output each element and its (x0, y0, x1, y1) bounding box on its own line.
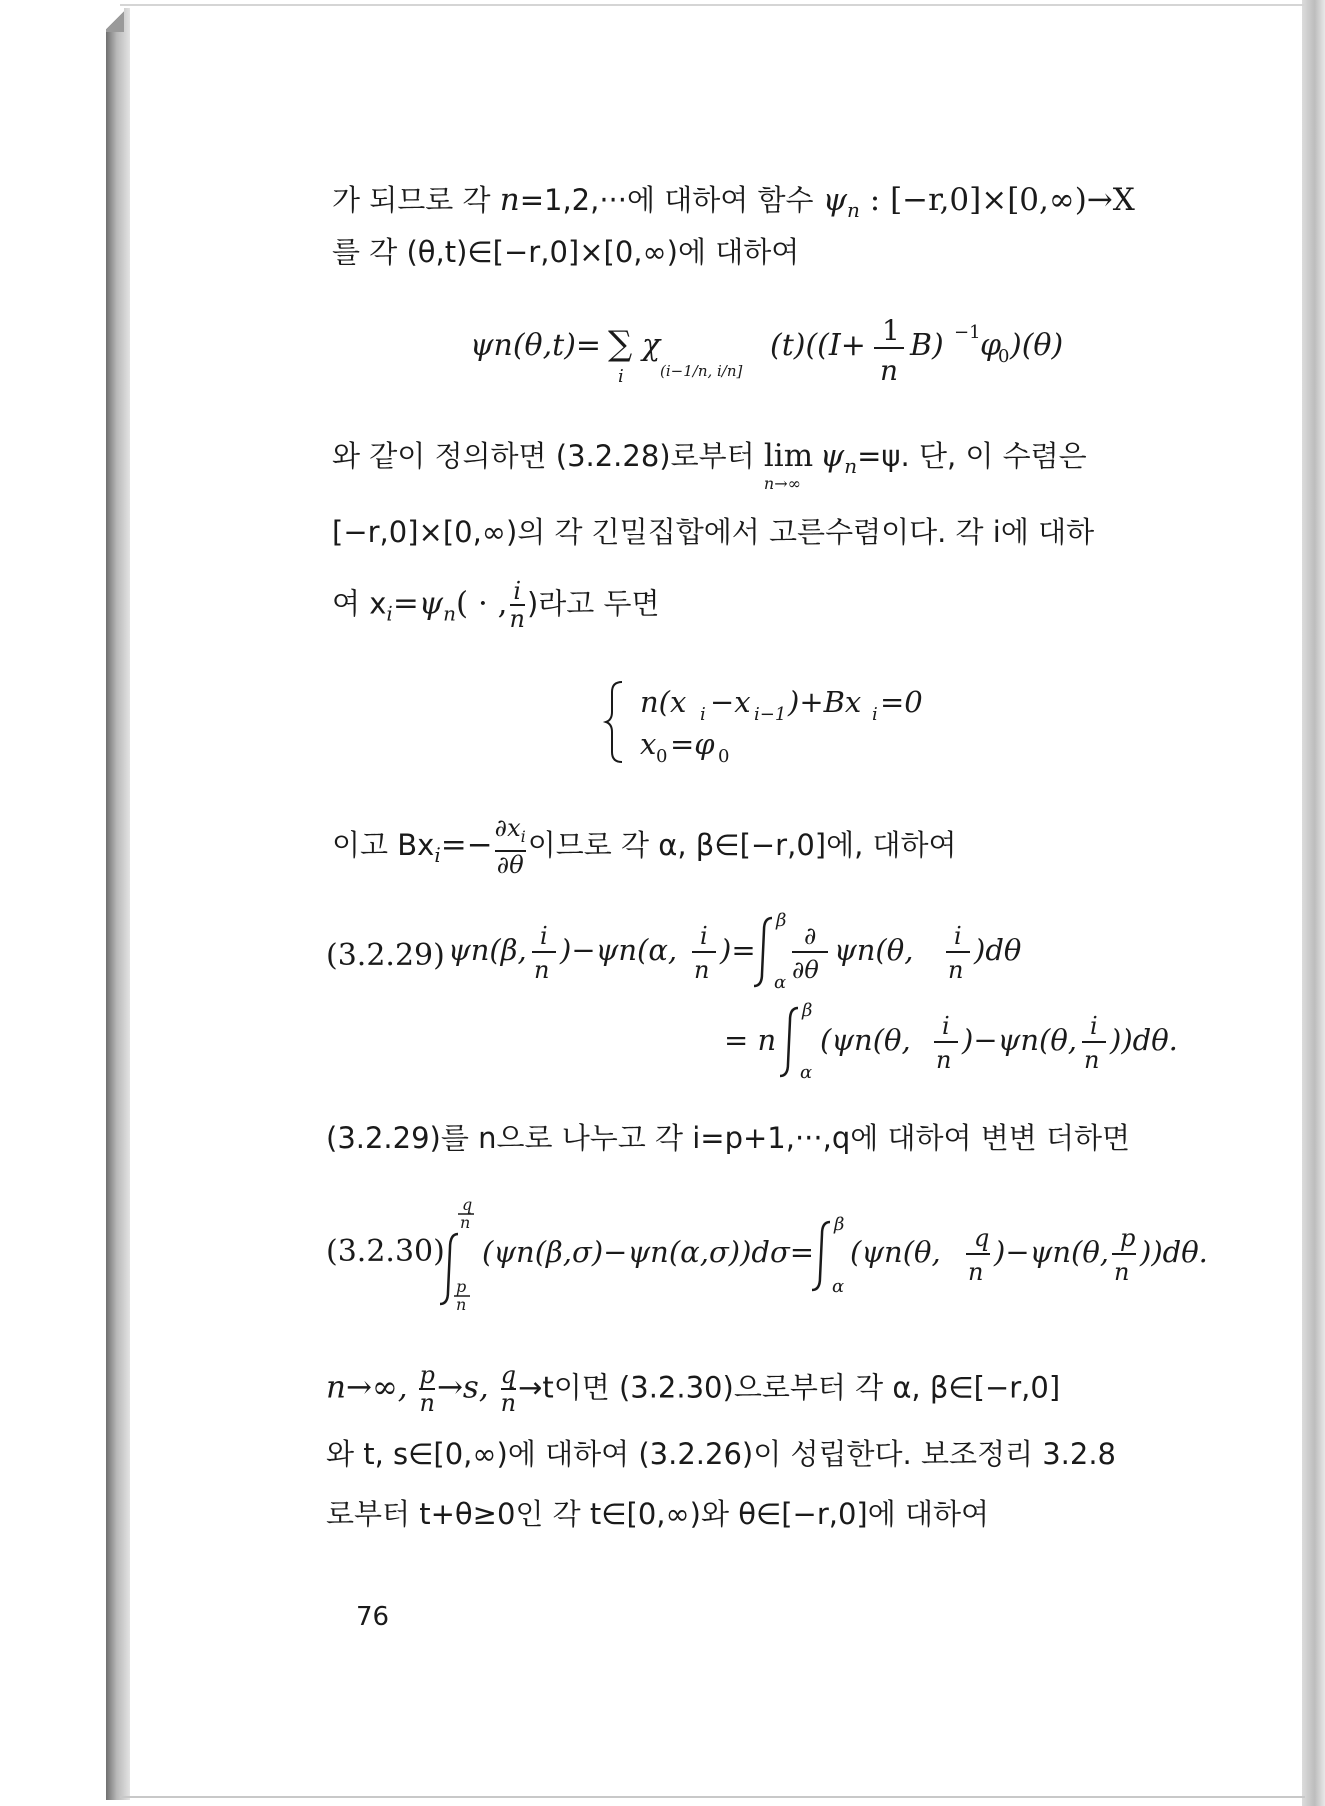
text-fragment: =1,2,···에 대하여 함수 (519, 183, 823, 217)
fraction-denominator: n (419, 1389, 435, 1417)
derivative-denominator: ∂θ (792, 956, 819, 984)
text-line-4 (332, 512, 1094, 552)
fraction-numerator: q (500, 1361, 516, 1389)
text-line-3 (332, 436, 1087, 493)
eq-part: (t)((I+ (770, 328, 866, 363)
integral-sign (812, 1222, 830, 1290)
chi-subscript: (i−1/n, i/n] (660, 362, 743, 380)
lim-text: lim (763, 438, 814, 474)
math-fragment: : [−r,0]×[0,∞)→X (859, 182, 1135, 218)
eq-part: )= (720, 933, 756, 967)
text-line-2 (332, 232, 799, 272)
integral-upper-numerator: q (462, 1195, 473, 1214)
text-line-5 (332, 578, 660, 634)
text-fragment: 여 x (332, 586, 387, 621)
math-subscript: i (520, 826, 526, 846)
eq-part: =0 (880, 685, 923, 719)
fraction-numerator: i (510, 578, 525, 606)
integral-upper-denominator: n (460, 1213, 471, 1232)
integral-upper-limit: β (802, 1000, 813, 1021)
fraction-numerator: i (954, 922, 962, 950)
eq-part: )−ψn(θ, (962, 1023, 1078, 1057)
sum-symbol: ∑ (608, 324, 633, 364)
system-line-2: x (640, 727, 657, 761)
text-line-1 (332, 180, 1135, 230)
eq-subscript: i (700, 704, 706, 725)
math-fragment: ( · , (456, 585, 508, 622)
text-fragment: 이고 Bx (332, 827, 435, 862)
eq-part: B) (910, 328, 944, 363)
text-fragment: →t이면 (3.2.30)으로부터 각 α, β∈[−r,0] (518, 1370, 1061, 1405)
eq-part: )(θ) (1010, 328, 1064, 363)
text-line-8 (326, 1362, 1060, 1416)
page-number: 76 (356, 1602, 390, 1632)
eq-part: (ψn(β,σ)−ψn(α,σ))dσ= (482, 1235, 815, 1269)
partial-numerator: ∂x (494, 814, 521, 842)
partial-denominator: ∂θ (496, 850, 524, 879)
text-fragment: (3.2.29)를 n으로 나누고 각 i=p+1,···,q에 대하여 변변 더하면 (326, 1121, 1131, 1155)
equation-number-3-2-29: (3.2.29) (326, 938, 445, 973)
equation-number-3-2-30: (3.2.30) (326, 1234, 445, 1269)
lim-subscript: n→∞ (763, 474, 801, 493)
math-fragment: =− (440, 826, 493, 863)
integral-upper-limit: β (776, 910, 787, 931)
eq-part: −x (710, 685, 751, 719)
integral-lower-denominator: n (456, 1295, 467, 1314)
fraction-numerator: i (700, 922, 708, 950)
text-fragment: [−r,0]×[0,∞)의 각 긴밀집합에서 고른수렴이다. 각 i에 대하 (332, 515, 1095, 549)
fraction-numerator: 1 (882, 314, 900, 347)
text-fragment: =ψ. 단, 이 수렴은 (857, 439, 1087, 473)
sum-index: i (618, 366, 624, 387)
page-corner (106, 8, 124, 32)
fraction-denominator: n (694, 956, 710, 984)
system-line-1: n(x (640, 685, 687, 719)
fraction-p-over-n (419, 1362, 434, 1416)
math-fragment: ψ (822, 182, 848, 218)
page-edge-right (1302, 0, 1325, 1806)
text-line-10 (326, 1494, 989, 1534)
eq-part: )+Bx (788, 685, 862, 719)
math-fragment: =ψ (392, 585, 444, 622)
fraction-denominator: n (968, 1258, 984, 1286)
math-subscript: n (844, 454, 858, 479)
integral-lower-limit: α (774, 972, 787, 993)
integral-sign (754, 918, 772, 986)
text-fragment: 를 각 (θ,t)∈[−r,0]×[0,∞)에 대하여 (332, 235, 800, 269)
page-edge-left (106, 8, 130, 1800)
eq-part: ψn(β, (448, 933, 527, 967)
text-line-9 (326, 1434, 1116, 1474)
fraction-denominator: n (509, 605, 525, 633)
chi-symbol: χ (642, 328, 661, 363)
eq-part: (ψn(θ, (820, 1023, 911, 1057)
eq-part: )−ψn(θ, (994, 1235, 1110, 1269)
eq-part: ))dθ. (1140, 1235, 1208, 1269)
fraction-denominator: n (1114, 1258, 1130, 1286)
eq-subscript: 0 (998, 346, 1010, 367)
fraction-denominator: n (534, 956, 550, 984)
limit-operator (763, 436, 820, 493)
eq-part: (ψn(θ, (850, 1235, 941, 1269)
fraction-partial (495, 815, 526, 878)
integral-upper-limit: β (834, 1214, 845, 1235)
eq-subscript: i (872, 704, 878, 725)
fraction-denominator: n (880, 354, 899, 387)
eq-part: )−ψn(α, (560, 933, 678, 967)
eq-subscript: i−1 (754, 704, 787, 725)
math-fragment: n→∞, (326, 1369, 408, 1406)
text-fragment: )라고 두면 (526, 586, 660, 621)
fraction-numerator: p (419, 1361, 435, 1389)
math-fragment: →s, (436, 1369, 489, 1406)
text-fragment: 가 되므로 각 (332, 183, 500, 217)
math-fragment: ψ (819, 438, 845, 474)
integral-lower-limit: α (800, 1062, 813, 1083)
math-subscript: n (847, 198, 860, 223)
left-brace (606, 682, 622, 762)
text-fragment: 와 t, s∈[0,∞)에 대하여 (3.2.26)이 성립한다. 보조정리 3.2.8 (326, 1437, 1117, 1471)
fraction-numerator: i (540, 922, 548, 950)
inverse-superscript: −1 (954, 322, 981, 343)
integral-sign (780, 1008, 798, 1076)
fraction-denominator: n (500, 1389, 517, 1417)
fraction-i-over-n (510, 578, 525, 632)
fraction-q-over-n (501, 1362, 516, 1416)
text-fragment: 로부터 t+θ≥0인 각 t∈[0,∞)와 θ∈[−r,0]에 대하여 (326, 1497, 990, 1531)
equation-3-2-29 (448, 908, 1188, 1098)
fraction-numerator: i (1090, 1012, 1098, 1040)
eq-part: φ (980, 328, 1002, 363)
eq-part: ))dθ. (1110, 1023, 1178, 1057)
eq-part: = n (724, 1023, 777, 1057)
eq-part: )dθ (974, 933, 1022, 967)
fraction-denominator: n (1084, 1046, 1100, 1074)
integral-lower-limit: α (832, 1276, 845, 1297)
math-fragment: n (499, 182, 520, 218)
fraction-numerator: q (974, 1224, 990, 1252)
derivative-numerator: ∂ (804, 922, 817, 950)
text-line-6 (332, 815, 957, 878)
text-fragment: 이므로 각 α, β∈[−r,0]에, 대하여 (527, 827, 957, 862)
page-top-edge (120, 4, 1305, 6)
equation-3-2-30 (428, 1195, 1208, 1316)
integral-lower-numerator: p (456, 1277, 467, 1296)
eq-subscript: 0 (656, 746, 668, 767)
fraction-numerator: p (1120, 1224, 1136, 1252)
fraction-denominator: n (948, 956, 964, 984)
eq-lhs: ψn(θ,t)= (470, 328, 602, 363)
math-subscript: n (443, 601, 456, 626)
eq-part: ψn(θ, (834, 933, 914, 967)
math-subscript: i (434, 843, 441, 868)
eq-subscript: 0 (718, 746, 730, 767)
math-subscript: i (386, 601, 393, 626)
text-fragment: 와 같이 정의하면 (3.2.28)로부터 (332, 439, 764, 473)
text-line-7 (326, 1118, 1130, 1158)
fraction-denominator: n (936, 1046, 952, 1074)
page-bottom-edge (120, 1796, 1305, 1798)
definition-equation (470, 310, 1070, 400)
eq-part: =φ (670, 727, 715, 761)
fraction-numerator: i (942, 1012, 950, 1040)
equation-system (606, 678, 926, 768)
